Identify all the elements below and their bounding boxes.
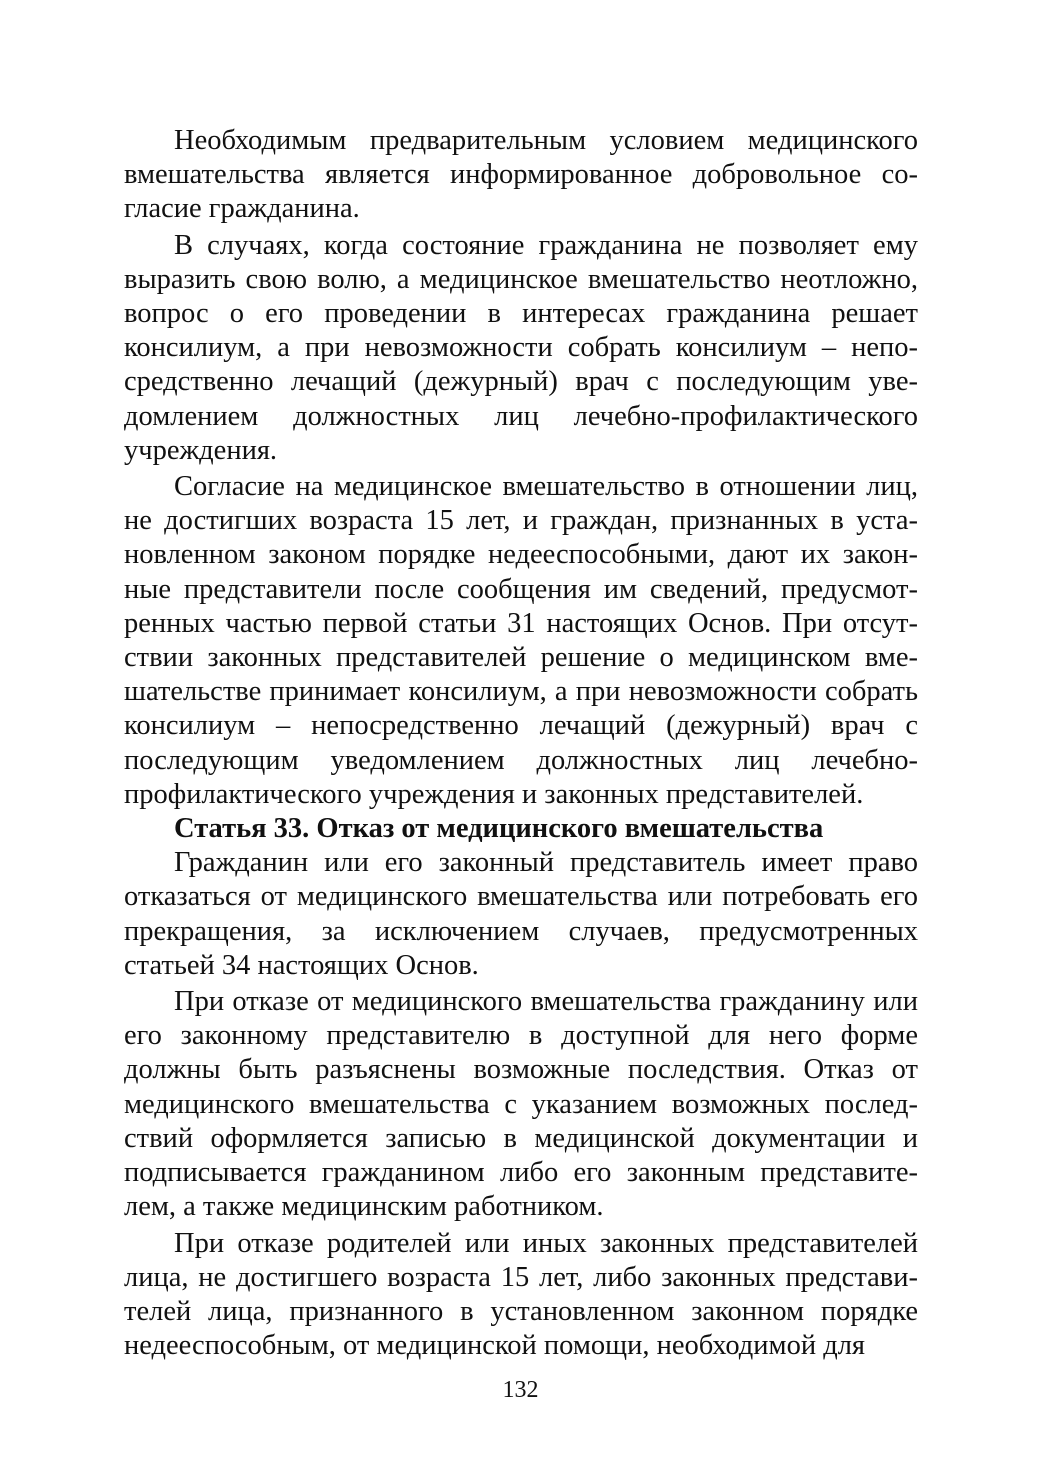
paragraph-minors-consent: Согласие на медицинское вмешательство в отношении лиц, не достигших возраста 15 лет, и граждан, признанных в установленном законом порядке недееспособными, дают их законные представители после сообщения им сведений, предусмотренных частью первой статьи 31 настоящих Основ. При отсутствии законных представителей решение о медицинском вмешательстве принимает консилиум, а при невозможности собрать консилиум – непосредственно лечащий (дежурный) врач с последующим уведомлением должностных лиц лечебно-профилактического учреждения и законных представителей. (124, 471, 918, 810)
paragraph-right-to-refuse: Гражданин или его законный представитель имеет право отказаться от медицинского вмешательства или потребовать его прекращения, за исключением случаев, предусмотренных статьей 34 настоящих Основ. (124, 847, 918, 981)
paragraph-refusal-consequences: При отказе от медицинского вмешательства гражданину или его законному представителю в доступной для него форме должны быть разъяснены возможные последствия. Отказ от медицинского вмешательства с указанием возможных последствий оформляется записью в медицинской документации и подписывается гражданином либо его законным представителем, а также медицинским работником. (124, 986, 918, 1223)
page-number: 132 (502, 1377, 539, 1403)
page-text (124, 124, 918, 1363)
paragraph-parental-refusal: При отказе родителей или иных законных представителей лица, не достигшего возраста 15 лет, либо законных представителей лица, признанного в установленном законном порядке недееспособным, от медицинской помощи, необходимой для (124, 1227, 918, 1362)
paragraph-informed-consent: Необходимым предварительным условием медицинского вмешательства является информированное добровольное согласие гражданина. (124, 125, 918, 225)
paragraph-emergency-intervention: В случаях, когда состояние гражданина не позволяет ему выразить свою волю, а медицинское вмешательство неотложно, вопрос о его проведении в интересах гражданина решает консилиум, а при невозможности собрать консилиум – непосредственно лечащий (дежурный) врач с последующим уведомлением должностных лиц лечебно-профилактического учреждения. (124, 229, 918, 466)
article-33-heading: Статья 33. Отказ от медицинского вмешательства (174, 813, 824, 845)
